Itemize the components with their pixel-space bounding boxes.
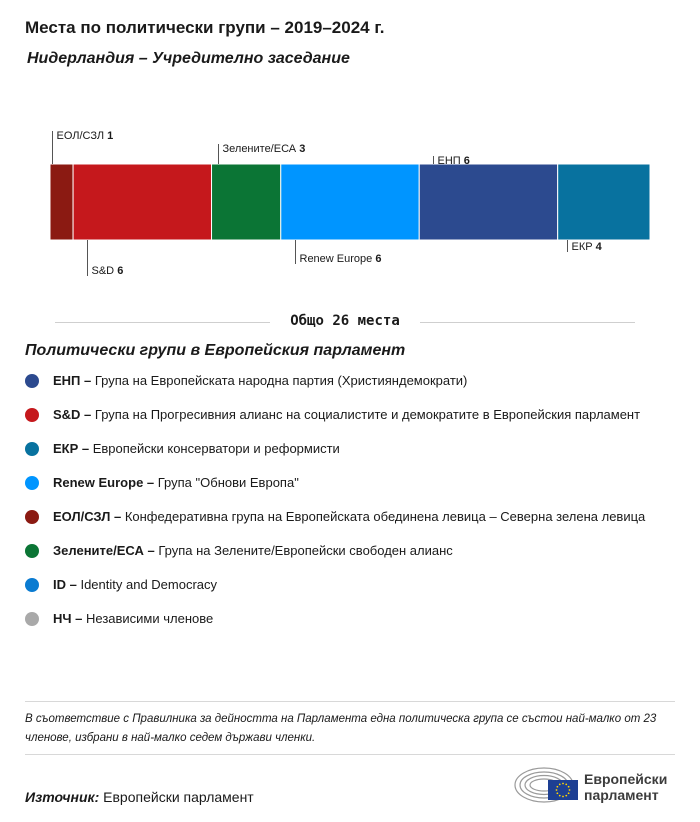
legend-color-dot xyxy=(25,510,39,524)
note-divider-top xyxy=(25,701,675,702)
legend-abbr: ЕКР – xyxy=(53,441,93,456)
legend-abbr: S&D – xyxy=(53,407,95,422)
segment-label-value: 6 xyxy=(463,155,470,167)
footnote: В съответствие с Правилника за дейността на Парламента една политическа група се състои най-малко от 23 членове, избрани в най-малко седем държави членки. xyxy=(25,713,657,744)
bar-segment xyxy=(73,164,211,240)
legend-item xyxy=(25,474,655,492)
legend-abbr: НЧ – xyxy=(53,611,86,626)
legend-item xyxy=(25,610,655,628)
bar-segment xyxy=(558,164,650,240)
chart-subtitle: Нидерландия – Учредително заседание xyxy=(27,50,350,67)
segment-label xyxy=(572,241,603,253)
source-value: Европейски парламент xyxy=(103,789,254,805)
legend-color-dot xyxy=(25,578,39,592)
legend-color-dot xyxy=(25,408,39,422)
note-divider-bottom xyxy=(25,754,675,755)
legend-item xyxy=(25,576,655,594)
segment-label-value: 6 xyxy=(117,265,124,277)
legend-color-dot xyxy=(25,544,39,558)
legend-color-dot xyxy=(25,476,39,490)
segment-label xyxy=(438,155,470,167)
ep-logo-line2: парламент xyxy=(584,787,659,803)
segment-label-name: ЕОЛ/СЗЛ xyxy=(56,130,108,142)
legend-abbr: ID – xyxy=(53,577,81,592)
segment-label-value: 3 xyxy=(299,143,306,155)
legend-abbr: ЕНП – xyxy=(53,373,95,388)
legend-item xyxy=(25,406,655,424)
legend-desc: Конфедеративна група на Европейската обединена левица – Северна зелена левица xyxy=(124,509,646,524)
legend-item xyxy=(25,542,655,560)
total-divider-right xyxy=(420,322,635,323)
ep-logo xyxy=(514,765,684,805)
seat-bar-chart xyxy=(0,120,700,290)
segment-label-name: ЕКР xyxy=(571,241,596,253)
segment-label-value: 4 xyxy=(595,241,602,253)
legend-color-dot xyxy=(25,442,39,456)
legend-desc: Група "Обнови Европа" xyxy=(157,475,299,490)
bar-segment xyxy=(50,164,73,240)
legend-title: Политически групи в Европейския парламент xyxy=(25,342,406,359)
legend-desc: Група на Прогресивния алианс на социалистите и демократите в Европейския парламент xyxy=(94,407,641,422)
legend-abbr: ЕОЛ/СЗЛ – xyxy=(53,509,125,524)
legend-abbr: Зелените/ЕСА – xyxy=(53,543,159,558)
legend-color-dot xyxy=(25,612,39,626)
segment-label-name: ЕНП xyxy=(437,155,464,167)
chart-title: Места по политически групи – 2019–2024 г. xyxy=(25,18,385,37)
segment-label xyxy=(57,130,114,142)
source-line xyxy=(25,789,254,805)
total-seats-row xyxy=(55,313,635,333)
segment-label-value: 1 xyxy=(107,130,114,142)
bar-segment xyxy=(419,164,557,240)
segment-label-name: Renew Europe xyxy=(299,253,376,265)
segment-label-name: S&D xyxy=(91,265,118,277)
segment-label xyxy=(223,143,306,155)
segment-label xyxy=(300,253,382,265)
ep-logo-icon xyxy=(514,765,580,805)
legend-item xyxy=(25,372,655,390)
legend-desc: Група на Зелените/Европейски свободен алианс xyxy=(158,543,453,558)
legend-item xyxy=(25,508,655,526)
source-label: Източник: xyxy=(25,789,100,805)
segment-label-value: 6 xyxy=(375,253,382,265)
segment-label xyxy=(92,265,124,277)
legend-abbr: Renew Europe – xyxy=(53,475,158,490)
ep-logo-text xyxy=(584,771,667,803)
legend-color-dot xyxy=(25,374,39,388)
legend-desc: Европейски консерватори и реформисти xyxy=(92,441,340,456)
bar-segment xyxy=(281,164,419,240)
legend-desc: Identity and Democracy xyxy=(80,577,218,592)
legend-desc: Независими членове xyxy=(85,611,214,626)
legend-list xyxy=(25,372,655,628)
total-seats-label: Общо 26 места xyxy=(290,313,400,329)
legend-desc: Група на Европейската народна партия (Християндемократи) xyxy=(94,373,468,388)
legend-item xyxy=(25,440,655,458)
segment-label-name: Зелените/ЕСА xyxy=(222,143,300,155)
ep-logo-line1: Европейски xyxy=(584,771,668,787)
bar-segment xyxy=(212,164,281,240)
